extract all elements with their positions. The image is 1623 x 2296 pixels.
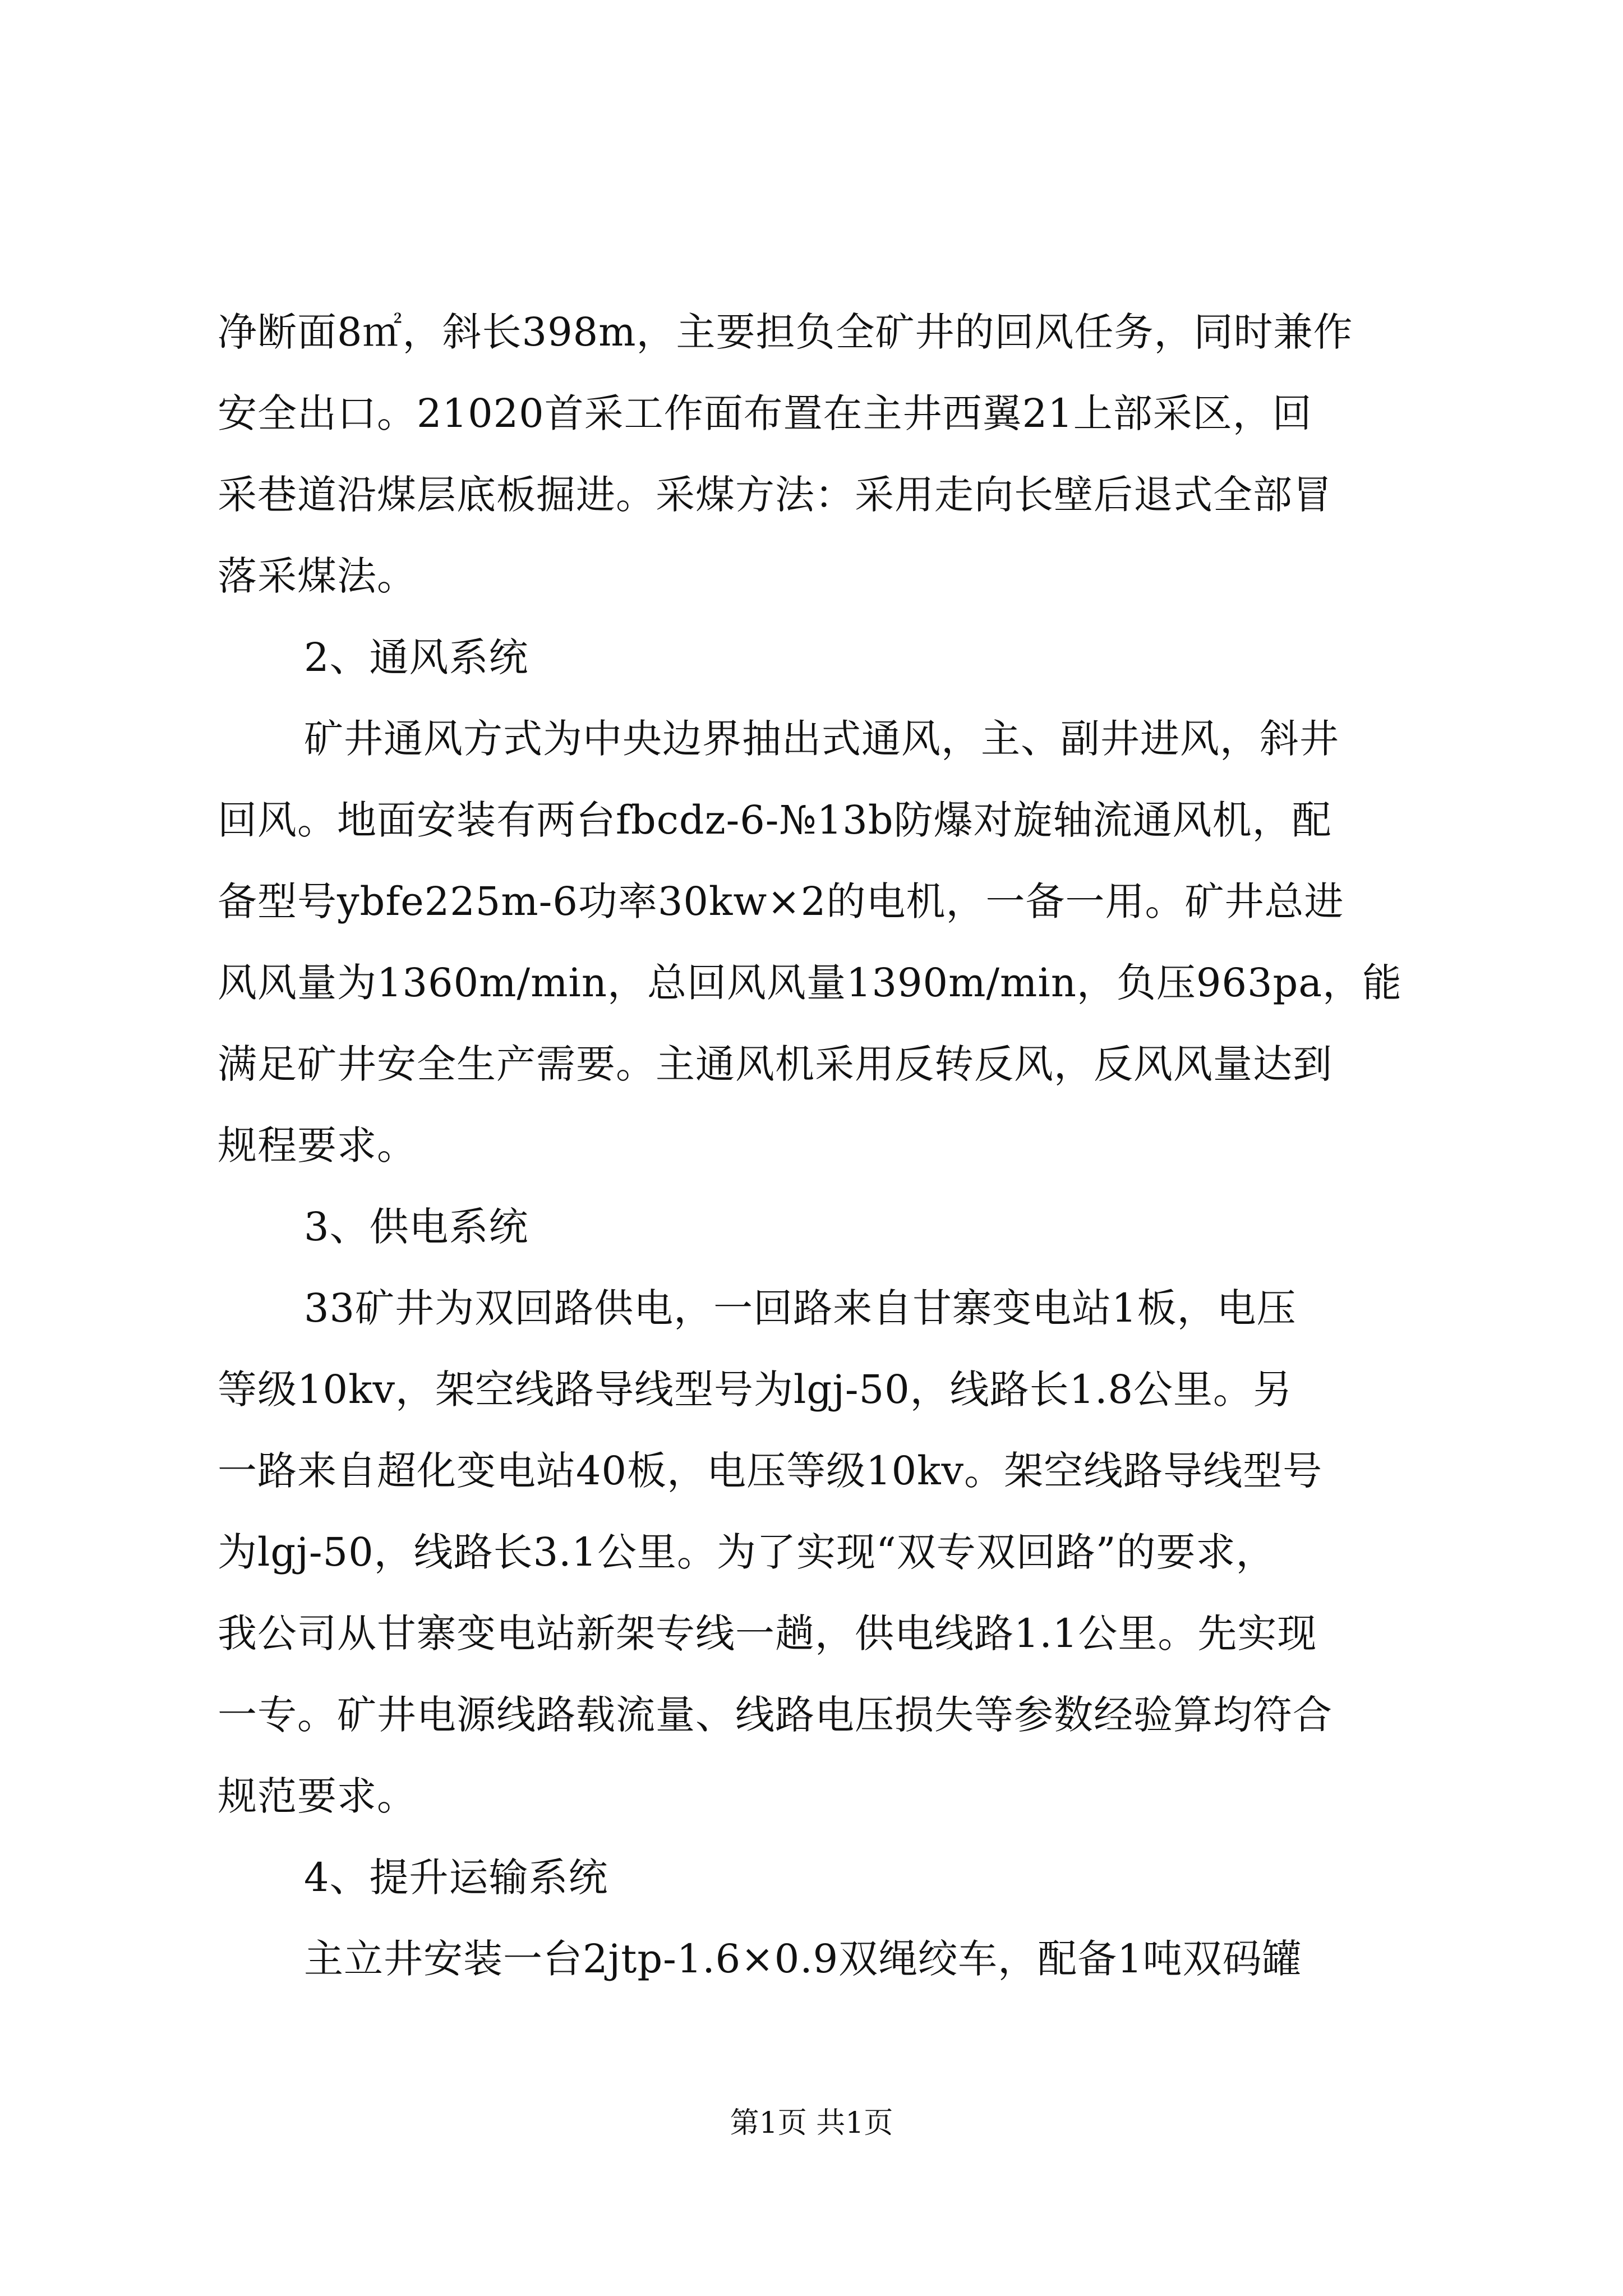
text-line: 规范要求。	[218, 1773, 417, 1819]
text-line: 主立井安装一台2jtp-1.6×0.9双绳绞车，配备1吨双码罐	[304, 1936, 1302, 1982]
text-line: 回风。地面安装有两台fbcdz-6-№13b防爆对旋轴流通风机，配	[218, 797, 1332, 843]
text-line: 风风量为1360m/min，总回风风量1390m/min，负压963pa，能	[218, 960, 1403, 1006]
text-line: 采巷道沿煤层底板掘进。采煤方法：采用走向长壁后退式全部冒	[218, 472, 1332, 518]
document-body	[218, 292, 1412, 2000]
text-line: 为lgj-50，线路长3.1公里。为了实现“双专双回路”的要求，	[218, 1529, 1276, 1575]
text-line: 矿井通风方式为中央边界抽出式通风，主、副井进风，斜井	[304, 716, 1339, 762]
text-line: 我公司从甘寨变电站新架专线一趟，供电线路1.1公里。先实现	[218, 1611, 1317, 1657]
text-line: 等级10kv，架空线路导线型号为lgj-50，线路长1.8公里。另	[218, 1366, 1293, 1412]
text-line: 一路来自超化变电站40板，电压等级10kv。架空线路导线型号	[218, 1448, 1323, 1494]
page-footer: 第1页 共1页	[730, 2106, 893, 2140]
text-line: 一专。矿井电源线路载流量、线路电压损失等参数经验算均符合	[218, 1692, 1332, 1738]
text-line: 备型号ybfe225m-6功率30kw×2的电机，一备一用。矿井总进	[218, 878, 1344, 924]
section-heading: 2、通风系统	[304, 634, 529, 680]
text-line: 净断面8㎡，斜长398m，主要担负全矿井的回风任务，同时兼作	[218, 309, 1353, 355]
text-line: 满足矿井安全生产需要。主通风机采用反转反风，反风风量达到	[218, 1041, 1332, 1087]
text-line: 规程要求。	[218, 1122, 417, 1168]
text-line: 安全出口。21020首采工作面布置在主井西翼21上部采区，回	[218, 390, 1312, 436]
text-line: 落采煤法。	[218, 553, 417, 599]
section-heading: 4、提升运输系统	[304, 1855, 608, 1901]
text-line: 33矿井为双回路供电，一回路来自甘寨变电站1板，电压	[304, 1285, 1297, 1331]
section-heading: 3、供电系统	[304, 1204, 529, 1250]
